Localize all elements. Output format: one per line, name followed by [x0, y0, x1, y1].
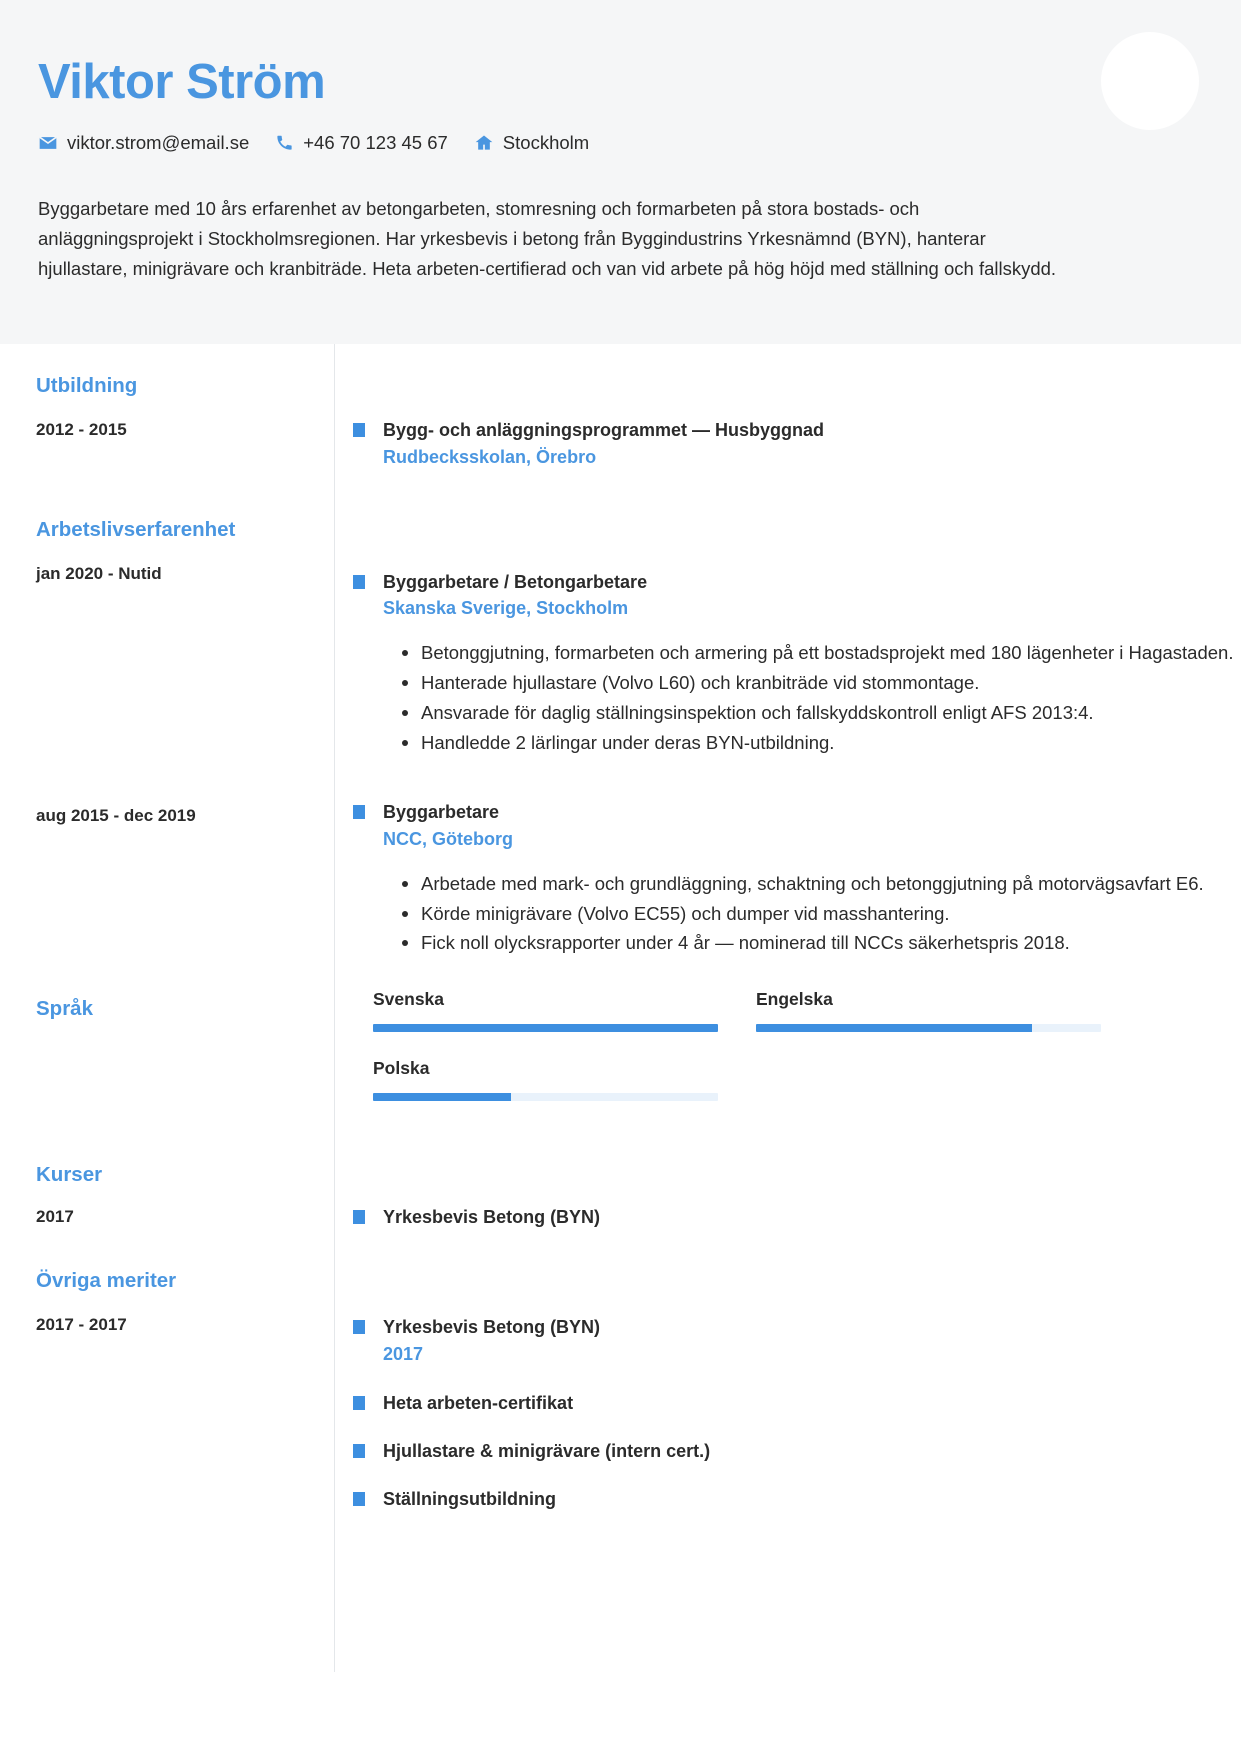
- contact-phone[interactable]: [275, 132, 448, 154]
- contact-email-value: viktor.strom@email.se: [67, 131, 250, 153]
- profile-summary: Byggarbetare med 10 års erfarenhet av betongarbeten, stomresning och formarbeten på stora bostads- och anläggningsprojekt i Stockholmsregionen. Har yrkesbevis i betong från Byggindustrins Yrkesnämnd (BYN), hanterar hjullastare, minigrävare och kranbiträde. Heta arbeten-certifierad och van vid arbete på hög höjd med ställning och fallskydd.: [38, 197, 1057, 279]
- languages-right: [334, 959, 1241, 1101]
- section-title-experience: Arbetslivserfarenhet: [36, 517, 236, 541]
- email-icon: [38, 133, 58, 153]
- list-item: Körde minigrävare (Volvo EC55) och dumper vid masshantering.: [421, 900, 1241, 928]
- experience-left: [0, 470, 334, 959]
- section-title-other-merits: Övriga meriter: [36, 1269, 177, 1293]
- merit-entry-2: [335, 1439, 1241, 1463]
- list-item: Ansvarade för daglig ställningsinspektion och fallskyddskontroll enligt AFS 2013:4.: [421, 699, 1241, 727]
- experience-bullets-1: [383, 870, 1241, 957]
- merit-title-2: Hjullastare & minigrävare (intern cert.): [383, 1441, 711, 1462]
- contact-location[interactable]: [474, 132, 589, 154]
- timeline-rule-tail: [334, 1512, 1241, 1672]
- language-level-bar: [373, 1024, 718, 1032]
- merit-title-0: Yrkesbevis Betong (BYN): [383, 1317, 601, 1338]
- languages-left: [0, 959, 334, 1101]
- experience-period-0: jan 2020 - Nutid: [36, 563, 162, 583]
- phone-icon: [275, 133, 294, 152]
- language-item-engelska: [756, 989, 1101, 1032]
- cv-body: [0, 344, 1241, 1711]
- language-level-fill: [373, 1024, 718, 1032]
- experience-entry-1: [335, 800, 1241, 959]
- course-title-0: Yrkesbevis Betong (BYN): [383, 1207, 601, 1227]
- section-education: [0, 344, 1241, 469]
- experience-company-0: Skanska Sverige, Stockholm: [383, 598, 629, 619]
- experience-right: [334, 470, 1241, 959]
- cv-header: [0, 0, 1241, 344]
- language-name: Svenska: [373, 989, 445, 1009]
- timeline-marker-icon: [353, 1320, 365, 1334]
- language-level-bar: [373, 1093, 718, 1101]
- section-title-education: Utbildning: [36, 374, 138, 398]
- timeline-marker-icon: [353, 805, 365, 819]
- page-title: Viktor Ström: [38, 55, 326, 109]
- section-courses: [0, 1101, 1241, 1229]
- contact-location-value: Stockholm: [502, 131, 590, 153]
- experience-title-1: Byggarbetare: [383, 802, 500, 823]
- section-other-merits: [0, 1229, 1241, 1511]
- list-item: Handledde 2 lärlingar under deras BYN-utbildning.: [421, 729, 1241, 757]
- home-icon: [474, 133, 494, 153]
- contact-email[interactable]: [38, 132, 249, 154]
- language-name: Polska: [373, 1058, 430, 1078]
- language-grid-filler: [756, 1058, 1101, 1101]
- merit-entry-3: [335, 1487, 1241, 1511]
- merit-period-0: 2017 - 2017: [36, 1315, 127, 1335]
- education-title-0: Bygg- och anläggningsprogrammet — Husbyggnad: [383, 420, 825, 441]
- course-entry-0: [335, 1205, 1241, 1229]
- experience-entry-0: [335, 570, 1241, 758]
- experience-bullets-0: [383, 639, 1241, 756]
- timeline-marker-icon: [353, 1492, 365, 1506]
- list-item: Betonggjutning, formarbeten och armering på ett bostadsprojekt med 180 lägenheter i Hagastaden.: [421, 639, 1241, 667]
- experience-company-1: NCC, Göteborg: [383, 828, 513, 849]
- language-level-fill: [756, 1024, 1032, 1032]
- other-merits-right: [334, 1229, 1241, 1511]
- experience-title-0: Byggarbetare / Betongarbetare: [383, 571, 648, 592]
- section-title-languages: Språk: [36, 997, 93, 1020]
- language-grid: [335, 989, 1241, 1101]
- education-period-0: 2012 - 2015: [36, 420, 127, 440]
- language-item-svenska: [373, 989, 718, 1032]
- courses-left: [0, 1101, 334, 1229]
- language-level-fill: [373, 1093, 511, 1101]
- other-merits-left: [0, 1229, 334, 1511]
- timeline-marker-icon: [353, 575, 365, 589]
- education-entry-0: [335, 418, 1241, 469]
- avatar: [1101, 32, 1199, 130]
- merit-title-3: Ställningsutbildning: [383, 1489, 556, 1510]
- merit-entry-1: [335, 1391, 1241, 1415]
- list-item: Arbetade med mark- och grundläggning, schaktning och betonggjutning på motorvägsavfart E6.: [421, 870, 1241, 898]
- contact-phone-value: +46 70 123 45 67: [303, 131, 448, 153]
- timeline-marker-icon: [353, 1444, 365, 1458]
- language-item-polska: [373, 1058, 718, 1101]
- section-title-courses: Kurser: [36, 1163, 103, 1186]
- merit-year-0: 2017: [383, 1343, 424, 1364]
- section-languages: [0, 959, 1241, 1101]
- list-item: Hanterade hjullastare (Volvo L60) och kranbiträde vid stommontage.: [421, 669, 1241, 697]
- language-name: Engelska: [756, 989, 833, 1009]
- education-left: [0, 344, 334, 469]
- education-school-0: Rudbecksskolan, Örebro: [383, 446, 597, 467]
- list-item: Fick noll olycksrapporter under 4 år — nominerad till NCCs säkerhetspris 2018.: [421, 929, 1241, 957]
- timeline-marker-icon: [353, 1210, 365, 1224]
- language-level-bar: [756, 1024, 1101, 1032]
- timeline-marker-icon: [353, 1396, 365, 1410]
- course-period-0: 2017: [36, 1207, 74, 1226]
- timeline-marker-icon: [353, 423, 365, 437]
- experience-period-1: aug 2015 - dec 2019: [36, 805, 196, 825]
- merit-entry-0: [335, 1315, 1241, 1366]
- contact-row: [38, 132, 1203, 154]
- merit-title-1: Heta arbeten-certifikat: [383, 1392, 574, 1413]
- education-right: [334, 344, 1241, 469]
- courses-right: [334, 1101, 1241, 1229]
- section-experience: [0, 470, 1241, 959]
